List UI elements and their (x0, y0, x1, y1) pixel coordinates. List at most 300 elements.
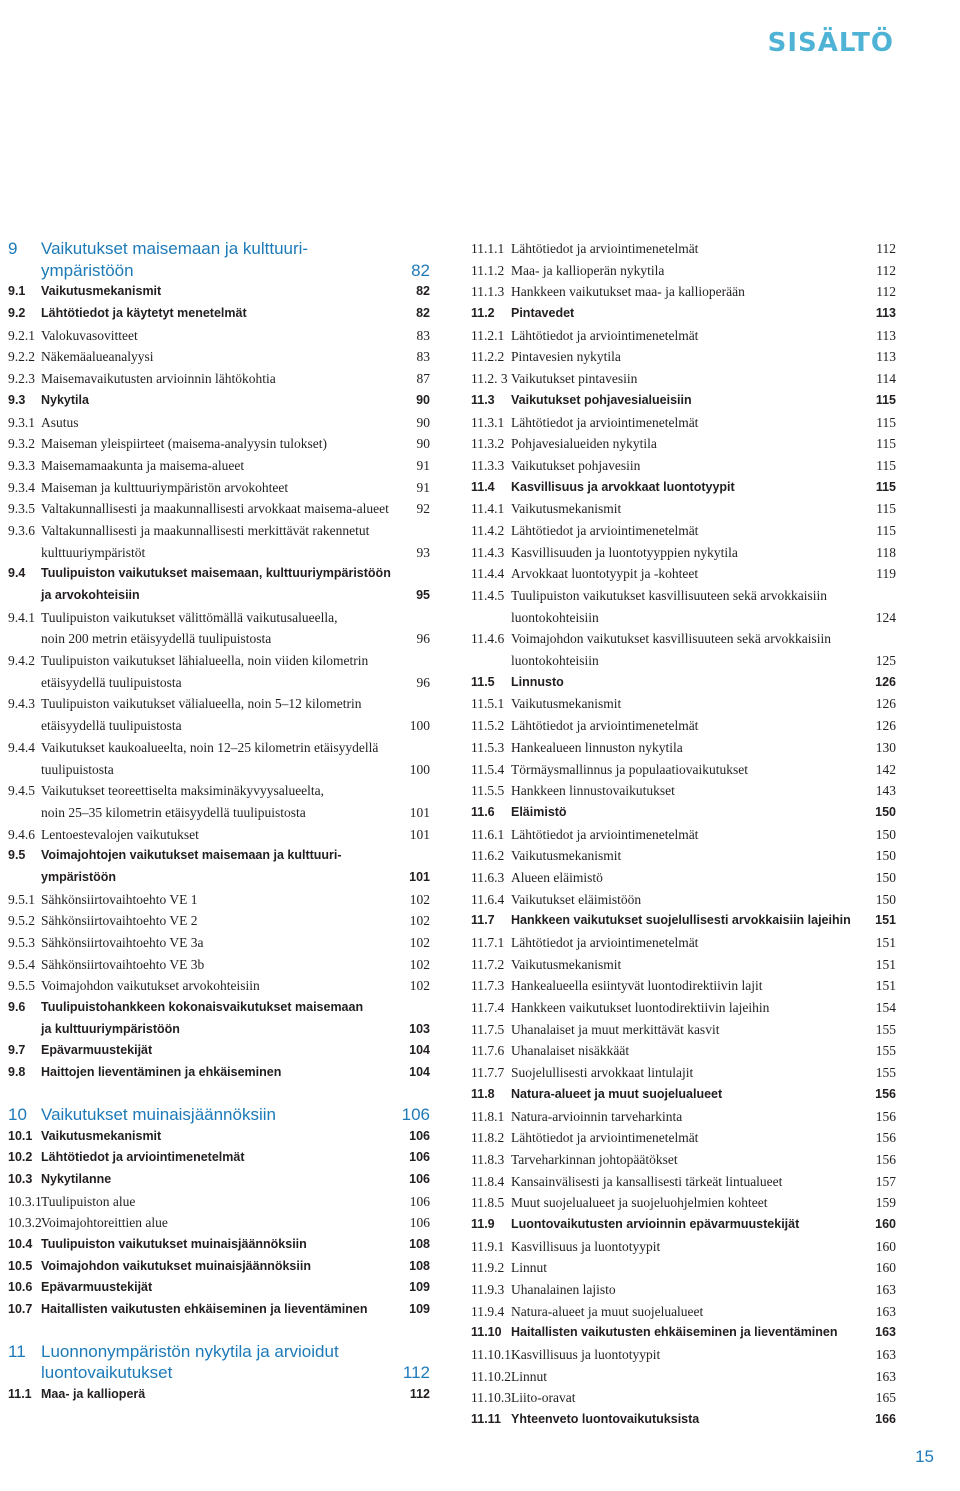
toc-entry-title: Lähtötiedot ja arviointimenetelmät (41, 1150, 245, 1165)
toc-entry-title: Vaikutusmekanismit (511, 956, 622, 972)
toc-entry-page: 130 (875, 739, 896, 755)
toc-entry-title: Linnusto (511, 674, 564, 689)
toc-entry-number: 11.8.2 (471, 1130, 505, 1146)
toc-entry-page: 109 (409, 1302, 430, 1316)
toc-entry-title: Uhanalaiset nisäkkäät (511, 1043, 630, 1059)
toc-entry-title: Tuulipuiston vaikutukset maisemaan, kulttuuriympäristöön (41, 566, 391, 581)
toc-entry[interactable] (8, 824, 430, 846)
toc-entry[interactable] (8, 802, 430, 824)
toc-entry-number: 11 (8, 1341, 26, 1361)
toc-entry-number: 11.3.2 (471, 436, 505, 452)
toc-entry[interactable] (471, 238, 896, 260)
toc-entry[interactable] (8, 477, 430, 499)
toc-entry[interactable] (8, 433, 430, 455)
toc-entry-title: Sähkönsiirtovaihtoehto VE 3b (41, 956, 205, 972)
toc-entry[interactable] (471, 542, 896, 564)
toc-entry[interactable] (8, 1126, 430, 1148)
toc-entry-title: Nykytila (41, 392, 89, 407)
toc-entry-number: 11.4.4 (471, 566, 505, 582)
toc-entry-title: Lähtötiedot ja arviointimenetelmät (511, 826, 699, 842)
toc-entry-page: 91 (416, 479, 430, 495)
toc-entry-title: Natura-arvioinnin tarveharkinta (511, 1108, 683, 1124)
toc-entry[interactable] (471, 1236, 896, 1258)
toc-entry-number: 9.4.4 (8, 739, 35, 755)
toc-entry-title: Lähtötiedot ja arviointimenetelmät (511, 718, 699, 734)
toc-entry[interactable] (471, 910, 896, 932)
toc-entry-number: 11.2.2 (471, 349, 505, 365)
toc-entry-number: 11.5.3 (471, 739, 505, 755)
toc-entry-title: Valtakunnallisesti ja maakunnallisesti merkittävät rakennetut (41, 522, 370, 538)
toc-entry-number: 10 (8, 1104, 27, 1124)
toc-entry[interactable] (471, 433, 896, 455)
toc-entry[interactable] (471, 997, 896, 1019)
toc-entry-title: Lähtötiedot ja arviointimenetelmät (511, 241, 699, 256)
toc-entry-page: 156 (875, 1130, 896, 1146)
toc-entry-page: 151 (875, 935, 896, 950)
toc-entry[interactable] (471, 889, 896, 911)
toc-entry-number: 9.3 (8, 392, 26, 407)
toc-entry[interactable] (471, 498, 896, 520)
toc-entry-title: ja arvokohteisiin (41, 588, 140, 602)
toc-entry[interactable] (8, 1256, 430, 1278)
toc-entry[interactable] (8, 889, 430, 911)
toc-entry-page: 118 (876, 544, 896, 560)
toc-entry[interactable] (471, 585, 896, 607)
toc-entry-title: Maiseman yleispiirteet (maisema-analyysin tulokset) (41, 436, 328, 452)
toc-entry-title: Voimajohtoreittien alue (41, 1215, 168, 1231)
toc-entry-page: 96 (416, 674, 430, 690)
toc-left-column (8, 238, 430, 1406)
section-title: SISÄLTÖ (767, 28, 894, 58)
toc-entry-title: Lähtötiedot ja arviointimenetelmät (511, 522, 699, 538)
toc-entry-title: Vaikutusmekanismit (511, 848, 622, 864)
toc-entry[interactable] (8, 1040, 430, 1062)
toc-entry[interactable] (8, 303, 430, 325)
toc-entry-page: 160 (875, 1216, 896, 1231)
toc-entry-title: etäisyydellä tuulipuistosta (41, 674, 182, 690)
toc-entry-number: 11.8 (471, 1086, 495, 1101)
toc-entry-page: 101 (409, 804, 430, 820)
toc-entry-number: 9.5.4 (8, 956, 35, 972)
toc-entry-number: 11.5.4 (471, 761, 505, 777)
toc-entry-page: 115 (876, 414, 896, 430)
toc-entry-page: 154 (875, 1000, 896, 1016)
toc-entry[interactable] (471, 759, 896, 781)
toc-entry[interactable] (8, 672, 430, 694)
toc-entry[interactable] (8, 542, 430, 564)
toc-entry[interactable] (471, 368, 896, 390)
toc-entry[interactable] (8, 1062, 430, 1084)
toc-entry-page: 102 (409, 891, 430, 907)
toc-entry-number: 11.3.3 (471, 457, 505, 473)
toc-entry-number: 10.3.1 (8, 1193, 42, 1209)
toc-entry-number: 11.1.3 (471, 284, 505, 300)
toc-entry-page: 92 (416, 501, 430, 517)
toc-entry[interactable] (8, 867, 430, 889)
toc-entry-title: tuulipuistosta (41, 761, 114, 777)
toc-entry-page: 163 (875, 1347, 896, 1363)
toc-entry-title: Vaikutusmekanismit (41, 284, 162, 299)
toc-entry[interactable] (471, 1214, 896, 1236)
toc-entry-page: 112 (876, 262, 896, 278)
toc-entry[interactable] (8, 520, 430, 542)
toc-entry-number: 11.10.2 (471, 1368, 511, 1384)
toc-entry[interactable] (8, 1384, 430, 1406)
toc-entry[interactable] (8, 1019, 430, 1041)
toc-entry-title: Luontovaikutusten arvioinnin epävarmuustekijät (511, 1216, 800, 1231)
toc-entry-page: 90 (416, 436, 430, 452)
toc-entry[interactable] (471, 1322, 896, 1344)
toc-entry[interactable] (471, 1149, 896, 1171)
toc-entry[interactable] (8, 954, 430, 976)
toc-entry[interactable] (471, 1062, 896, 1084)
toc-entry-title: noin 25–35 kilometrin etäisyydellä tuulipuistosta (41, 804, 306, 820)
toc-entry-number: 11.4.5 (471, 588, 505, 603)
toc-entry-page: 160 (875, 1238, 896, 1254)
toc-entry-page: 82 (416, 284, 430, 299)
toc-entry-page: 150 (875, 869, 896, 885)
toc-entry[interactable] (8, 845, 430, 867)
toc-entry-page: 126 (875, 674, 896, 689)
toc-entry-title: Epävarmuustekijät (41, 1043, 153, 1058)
toc-entry-page: 151 (875, 956, 896, 972)
toc-entry[interactable] (471, 824, 896, 846)
toc-entry-title: noin 200 metrin etäisyydellä tuulipuistosta (41, 631, 272, 647)
toc-entry[interactable] (471, 1192, 896, 1214)
toc-entry-title: Tarveharkinnan johtopäätökset (511, 1151, 678, 1167)
toc-entry[interactable] (8, 910, 430, 932)
toc-entry-page: 150 (875, 826, 896, 842)
toc-entry-number: 11.10.1 (471, 1347, 511, 1363)
toc-entry-number: 10.5 (8, 1258, 33, 1273)
toc-entry-page: 155 (875, 1043, 896, 1059)
toc-entry[interactable] (8, 715, 430, 737)
toc-entry[interactable] (471, 477, 896, 499)
toc-entry-page: 115 (876, 501, 896, 517)
toc-entry[interactable] (8, 412, 430, 434)
toc-entry[interactable] (471, 1040, 896, 1062)
toc-entry[interactable] (8, 238, 430, 260)
toc-entry-title: Suojelullisesti arvokkaat lintulajit (511, 1065, 694, 1081)
toc-entry-page: 115 (875, 392, 896, 407)
toc-entry[interactable] (471, 780, 896, 802)
toc-entry-title: Arvokkaat luontotyypit ja -kohteet (511, 566, 699, 582)
toc-entry-number: 9.5.5 (8, 978, 35, 994)
toc-entry[interactable] (8, 346, 430, 368)
toc-entry-number: 11.8.1 (471, 1108, 505, 1124)
toc-entry-number: 11.9 (471, 1216, 495, 1231)
toc-entry-number: 9.2.3 (8, 371, 35, 387)
toc-entry-number: 9.4.5 (8, 783, 35, 799)
toc-entry-page: 106 (401, 1104, 430, 1124)
toc-entry-number: 9.3.1 (8, 414, 35, 430)
toc-entry-page: 151 (875, 978, 896, 994)
toc-entry-number: 11.7.4 (471, 1000, 505, 1016)
toc-entry[interactable] (8, 1362, 430, 1384)
toc-entry-title: Linnut (511, 1368, 547, 1384)
toc-entry-page: 82 (416, 306, 430, 321)
toc-entry[interactable] (471, 346, 896, 368)
toc-entry-number: 11.6.1 (471, 826, 505, 842)
toc-entry-title: Lähtötiedot ja arviointimenetelmät (511, 935, 699, 950)
toc-entry-title: Tuulipuiston vaikutukset lähialueella, noin viiden kilometrin (41, 653, 369, 669)
toc-entry-page: 150 (875, 804, 896, 819)
toc-entry-page: 90 (416, 414, 430, 430)
toc-entry-title: Vaikutukset pohjavesiin (511, 457, 641, 473)
toc-entry-number: 9.3.2 (8, 436, 35, 452)
toc-entry[interactable] (471, 1366, 896, 1388)
toc-entry-page: 101 (409, 869, 430, 884)
toc-entry[interactable] (8, 628, 430, 650)
toc-entry-number: 9.4 (8, 566, 26, 581)
toc-entry[interactable] (471, 737, 896, 759)
toc-entry-title: Tuulipuiston vaikutukset kasvillisuuteen sekä arvokkaisiin (511, 588, 827, 603)
toc-entry[interactable] (8, 1212, 430, 1234)
toc-entry[interactable] (471, 867, 896, 889)
toc-entry[interactable] (8, 759, 430, 781)
toc-entry-number: 11.5.1 (471, 696, 505, 712)
toc-entry-number: 11.7.3 (471, 978, 505, 994)
toc-entry[interactable] (471, 281, 896, 303)
toc-entry-page: 143 (875, 783, 896, 799)
toc-entry-title: Maisemamaakunta ja maisema-alueet (41, 457, 245, 473)
toc-entry[interactable] (8, 1234, 430, 1256)
toc-entry-number: 11.5.2 (471, 718, 505, 734)
toc-entry-number: 11.6.2 (471, 848, 505, 864)
toc-entry-title: Hankkeen linnustovaikutukset (511, 783, 675, 799)
toc-entry-number: 9.3.5 (8, 501, 35, 517)
toc-entry-number: 10.4 (8, 1236, 33, 1251)
toc-entry-title: Natura-alueet ja muut suojelualueet (511, 1303, 704, 1319)
toc-entry[interactable] (8, 390, 430, 412)
toc-entry[interactable] (471, 845, 896, 867)
toc-entry[interactable] (471, 693, 896, 715)
toc-entry[interactable] (471, 325, 896, 347)
toc-entry-page: 115 (875, 479, 896, 494)
toc-entry-title: Lähtötiedot ja käytetyt menetelmät (41, 306, 247, 321)
toc-entry-page: 163 (875, 1325, 896, 1340)
toc-entry-title: Voimajohdon vaikutukset arvokohteisiin (41, 978, 260, 994)
toc-entry-number: 11.7.6 (471, 1043, 505, 1059)
toc-entry-title: Kasvillisuus ja luontotyypit (511, 1347, 661, 1363)
toc-spacer (8, 1321, 430, 1341)
toc-entry-number: 9.4.3 (8, 696, 35, 712)
toc-entry[interactable] (8, 260, 430, 282)
toc-spacer (8, 1084, 430, 1104)
toc-entry-number: 11.7 (471, 913, 495, 928)
toc-entry[interactable] (8, 780, 430, 802)
toc-entry[interactable] (471, 1127, 896, 1149)
toc-entry-number: 11.10.3 (471, 1390, 511, 1406)
toc-entry-title: Vaikutukset kaukoalueelta, noin 12–25 kilometrin etäisyydellä (41, 739, 379, 755)
toc-entry-title: Maisemavaikutusten arvioinnin lähtökohtia (41, 371, 276, 387)
toc-entry[interactable] (471, 607, 896, 629)
toc-entry[interactable] (471, 1084, 896, 1106)
page-number: 15 (915, 1447, 934, 1466)
toc-entry-page: 109 (409, 1280, 430, 1295)
toc-entry[interactable] (8, 1277, 430, 1299)
toc-entry-number: 11.10 (471, 1325, 502, 1340)
toc-entry-title: Maiseman ja kulttuuriympäristön arvokohteet (41, 479, 289, 495)
toc-entry-title: Hankealueella esiintyvät luontodirektiivin lajit (511, 978, 763, 994)
toc-entry-title: Asutus (41, 414, 79, 430)
toc-entry-title: Uhanalainen lajisto (511, 1282, 616, 1297)
toc-entry-number: 9.8 (8, 1065, 26, 1080)
toc-entry[interactable] (471, 954, 896, 976)
toc-entry-page: 163 (875, 1282, 896, 1297)
toc-entry-page: 163 (875, 1303, 896, 1319)
toc-entry-number: 11.7.7 (471, 1065, 505, 1081)
toc-entry[interactable] (471, 1301, 896, 1323)
toc-entry[interactable] (471, 628, 896, 650)
toc-entry[interactable] (8, 1104, 430, 1126)
toc-entry-number: 11.7.2 (471, 956, 505, 972)
toc-entry-page: 112 (876, 241, 896, 256)
toc-entry-title: Vaikutukset muinaisjäännöksiin (41, 1104, 276, 1124)
toc-entry[interactable] (471, 412, 896, 434)
toc-entry[interactable] (471, 932, 896, 954)
toc-entry-title: luontovaikutukset (41, 1363, 173, 1383)
toc-entry-title: Pintavesien nykytila (511, 349, 621, 365)
toc-entry-number: 11.6 (471, 804, 495, 819)
toc-entry-title: Hankkeen vaikutukset luontodirektiivin lajeihin (511, 1000, 770, 1016)
toc-entry[interactable] (471, 1171, 896, 1193)
toc-entry-number: 11.1.2 (471, 262, 505, 278)
toc-entry-title: Haitallisten vaikutusten ehkäiseminen ja lieventäminen (41, 1302, 368, 1316)
toc-entry-title: Yhteenveto luontovaikutuksista (511, 1412, 700, 1427)
toc-entry-title: ympäristöön (41, 869, 117, 884)
toc-entry-title: Nykytilanne (41, 1171, 112, 1186)
toc-entry[interactable] (8, 1341, 430, 1363)
toc-entry[interactable] (471, 260, 896, 282)
toc-entry-number: 9 (8, 239, 18, 258)
toc-entry-number: 11.1.1 (471, 241, 505, 256)
toc-entry[interactable] (8, 455, 430, 477)
toc-entry-title: Muut suojelualueet ja suojeluohjelmien kohteet (511, 1195, 768, 1211)
toc-entry-title: luontokohteisiin (511, 609, 599, 625)
toc-entry-number: 11.9.4 (471, 1303, 505, 1319)
toc-entry-number: 11.6.3 (471, 869, 505, 885)
toc-entry[interactable] (471, 1387, 896, 1409)
toc-entry-title: ja kulttuuriympäristöön (41, 1021, 180, 1036)
toc-entry-title: Lentoestevalojen vaikutukset (41, 826, 199, 842)
toc-entry-page: 150 (875, 891, 896, 907)
toc-entry[interactable] (471, 1279, 896, 1301)
toc-entry-page: 112 (876, 284, 896, 300)
toc-entry[interactable] (471, 802, 896, 824)
toc-entry[interactable] (8, 281, 430, 303)
toc-entry[interactable] (471, 455, 896, 477)
toc-entry[interactable] (8, 1299, 430, 1321)
toc-entry-page: 113 (876, 327, 896, 343)
toc-entry[interactable] (8, 932, 430, 954)
toc-entry[interactable] (8, 1191, 430, 1213)
toc-entry[interactable] (8, 737, 430, 759)
toc-entry-number: 9.7 (8, 1043, 26, 1058)
toc-entry[interactable] (8, 997, 430, 1019)
toc-entry[interactable] (471, 303, 896, 325)
toc-entry[interactable] (471, 715, 896, 737)
toc-entry-number: 9.3.4 (8, 479, 35, 495)
toc-entry-title: Tuulipuiston alue (41, 1193, 136, 1209)
toc-entry-number: 11.4.1 (471, 501, 505, 517)
toc-entry[interactable] (471, 1019, 896, 1041)
toc-entry-page: 126 (875, 696, 896, 712)
toc-entry-number: 10.6 (8, 1280, 33, 1295)
toc-entry-page: 124 (875, 609, 896, 625)
toc-entry[interactable] (471, 975, 896, 997)
toc-entry[interactable] (8, 650, 430, 672)
toc-entry[interactable] (8, 975, 430, 997)
toc-entry-title: Lähtötiedot ja arviointimenetelmät (511, 1130, 699, 1146)
toc-entry[interactable] (471, 1344, 896, 1366)
toc-entry-page: 151 (875, 913, 896, 928)
toc-entry-title: ympäristöön (41, 260, 134, 280)
toc-entry-page: 160 (875, 1260, 896, 1276)
toc-entry-page: 112 (409, 1387, 430, 1402)
toc-entry-page: 101 (409, 826, 430, 842)
toc-entry-number: 11.3 (471, 392, 495, 407)
toc-entry-page: 106 (409, 1215, 430, 1231)
toc-entry-title: Kasvillisuus ja luontotyypit (511, 1238, 661, 1254)
toc-entry-title: Vaikutusmekanismit (511, 501, 622, 517)
toc-entry-title: Kasvillisuus ja arvokkaat luontotyypit (511, 479, 735, 494)
toc-entry-page: 159 (875, 1195, 896, 1211)
toc-entry-page: 100 (409, 761, 430, 777)
toc-entry-title: Voimajohtojen vaikutukset maisemaan ja kulttuuri- (41, 848, 342, 863)
toc-entry[interactable] (471, 563, 896, 585)
toc-entry-title: Vaikutusmekanismit (511, 696, 622, 712)
toc-entry-number: 9.5.2 (8, 913, 35, 929)
toc-entry-number: 9.6 (8, 1000, 26, 1015)
toc-entry-page: 156 (875, 1108, 896, 1124)
toc-entry-number: 9.5 (8, 848, 26, 863)
toc-entry[interactable] (8, 325, 430, 347)
toc-entry[interactable] (471, 1106, 896, 1128)
toc-entry-title: Vaikutukset pohjavesialueisiin (511, 392, 692, 407)
toc-entry-number: 11.4.2 (471, 522, 505, 538)
toc-entry[interactable] (471, 1257, 896, 1279)
toc-entry[interactable] (471, 520, 896, 542)
toc-entry[interactable] (471, 672, 896, 694)
toc-entry[interactable] (8, 498, 430, 520)
toc-entry-number: 11.2.1 (471, 327, 505, 343)
toc-entry[interactable] (471, 650, 896, 672)
toc-entry-title: Tuulipuistohankkeen kokonaisvaikutukset maisemaan (41, 1000, 364, 1015)
toc-entry-number: 9.3.3 (8, 457, 35, 473)
toc-entry-page: 119 (876, 566, 896, 582)
toc-entry-page: 82 (411, 260, 430, 280)
toc-entry-title: Voimajohdon vaikutukset muinaisjäännöksiin (41, 1258, 311, 1273)
toc-entry[interactable] (8, 585, 430, 607)
toc-entry[interactable] (471, 1409, 896, 1431)
toc-entry[interactable] (8, 1147, 430, 1169)
toc-entry-title: luontokohteisiin (511, 653, 599, 669)
toc-entry-page: 156 (875, 1086, 896, 1101)
toc-entry-page: 108 (409, 1258, 430, 1273)
toc-entry[interactable] (471, 390, 896, 412)
toc-entry-title: Sähkönsiirtovaihtoehto VE 2 (41, 913, 198, 929)
toc-entry[interactable] (8, 1169, 430, 1191)
toc-entry-title: Vaikutusmekanismit (41, 1128, 162, 1143)
toc-entry[interactable] (8, 693, 430, 715)
toc-entry-title: Hankealueen linnuston nykytila (511, 739, 683, 755)
toc-entry-page: 106 (409, 1150, 430, 1165)
toc-entry[interactable] (8, 607, 430, 629)
toc-entry-title: Pohjavesialueiden nykytila (511, 436, 657, 452)
toc-entry[interactable] (8, 368, 430, 390)
toc-entry[interactable] (8, 563, 430, 585)
